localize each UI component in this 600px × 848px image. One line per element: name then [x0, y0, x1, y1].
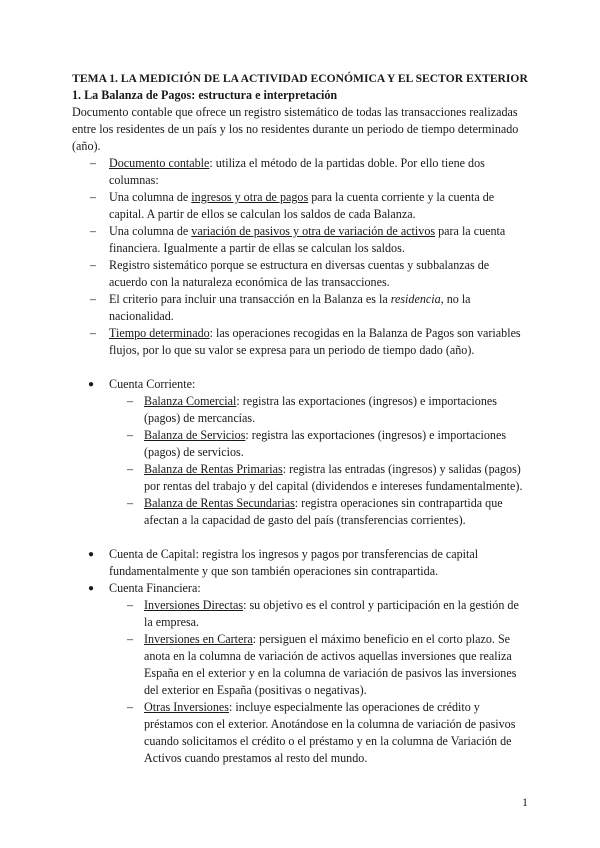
list-item: – Inversiones Directas: su objetivo es el control y participación en la gestión de la empresa. [127, 598, 519, 629]
dash-marker: – [90, 190, 97, 204]
list-item: – Tiempo determinado: las operaciones recogidas en la Balanza de Pagos son variables flujos, por lo que su valor se expresa para un periodo de tiempo dado (año). [90, 326, 521, 357]
bullet-list-capital-financiera [72, 546, 528, 597]
list-item: ● Cuenta de Capital: registra los ingresos y pagos por transferencias de capital fundamentalmente y que son también operaciones sin contrapartida. [88, 547, 479, 578]
list-item: – Registro sistemático porque se estructura en diversas cuentas y subbalanzas de acuerdo con la naturaleza económica de las transacciones. [90, 258, 490, 289]
list-item: – Balanza Comercial: registra las exportaciones (ingresos) e importaciones (pagos) de mercancías. [127, 394, 497, 425]
list-item: – Otras Inversiones: incluye especialmente las operaciones de crédito y préstamos con el exterior. Anotándose en la columna de variación de pasivos cuando solicitamos el crédito o el préstamo y en la columna de Variación de Activos cuando prestamos al resto del mundo. [127, 700, 516, 765]
dash-marker: – [127, 700, 134, 714]
dash-marker: – [127, 632, 134, 646]
dash-list [72, 155, 528, 359]
list-item: – Balanza de Rentas Primarias: registra las entradas (ingresos) y salidas (pagos) por rentas del trabajo y del capital (dividendos e intereses fundamentalmente). [127, 462, 523, 493]
spacer [72, 529, 528, 546]
page-number: 1 [522, 795, 528, 809]
list-item: ● Cuenta Corriente: [88, 377, 196, 391]
section-heading: 1. La Balanza de Pagos: estructura e interpretación [72, 88, 338, 102]
list-item: – Balanza de Servicios: registra las exportaciones (ingresos) e importaciones (pagos) de servicios. [127, 428, 507, 459]
list-item: – Balanza de Rentas Secundarias: registra operaciones sin contrapartida que afectan a la capacidad de gasto del país (transferencias corrientes). [127, 496, 503, 527]
list-item: – Una columna de ingresos y otra de pagos para la cuenta corriente y la cuenta de capital. A partir de ellos se calculan los saldos de cada Balanza. [90, 190, 495, 221]
spacer [72, 359, 528, 376]
list-item: – El criterio para incluir una transacción en la Balanza es la residencia, no la nacionalidad. [90, 292, 471, 323]
dash-marker: – [127, 428, 134, 442]
list-item: – Documento contable: utiliza el método de la partidas doble. Por ello tiene dos columnas: [90, 156, 485, 187]
dash-marker: – [90, 224, 97, 238]
dash-marker: – [127, 496, 134, 510]
document-title: TEMA 1. LA MEDICIÓN DE LA ACTIVIDAD ECONÓMICA Y EL SECTOR EXTERIOR [72, 72, 528, 85]
sub-list-financiera [72, 597, 528, 767]
dash-marker: – [90, 156, 97, 170]
list-item: – Una columna de variación de pasivos y otra de variación de activos para la cuenta financiera. Igualmente a partir de ellas se calculan los saldos. [90, 224, 506, 255]
dash-marker: – [127, 598, 134, 612]
sub-list-corriente [72, 393, 528, 529]
dash-marker: – [127, 462, 134, 476]
document-page [72, 70, 528, 767]
bullet-marker: ● [88, 583, 95, 594]
dash-marker: – [90, 292, 97, 306]
dash-marker: – [90, 258, 97, 272]
dash-marker: – [127, 394, 134, 408]
intro-paragraph: Documento contable que ofrece un registro sistemático de todas las transacciones realizadas entre los residentes de un país y los no residentes durante un periodo de tiempo determinado (año). [72, 105, 519, 153]
bullet-list-corriente [72, 376, 528, 393]
list-item: ● Cuenta Financiera: [88, 581, 201, 595]
bullet-marker: ● [88, 379, 95, 390]
list-item: – Inversiones en Cartera: persiguen el máximo beneficio en el corto plazo. Se anota en la columna de variación de activos aquellas inversiones que realiza España en el exterior y en la columna de variación de pasivos las inversiones del exterior en España (positivas o negativas). [127, 632, 517, 697]
dash-marker: – [90, 326, 97, 340]
bullet-marker: ● [88, 549, 95, 560]
